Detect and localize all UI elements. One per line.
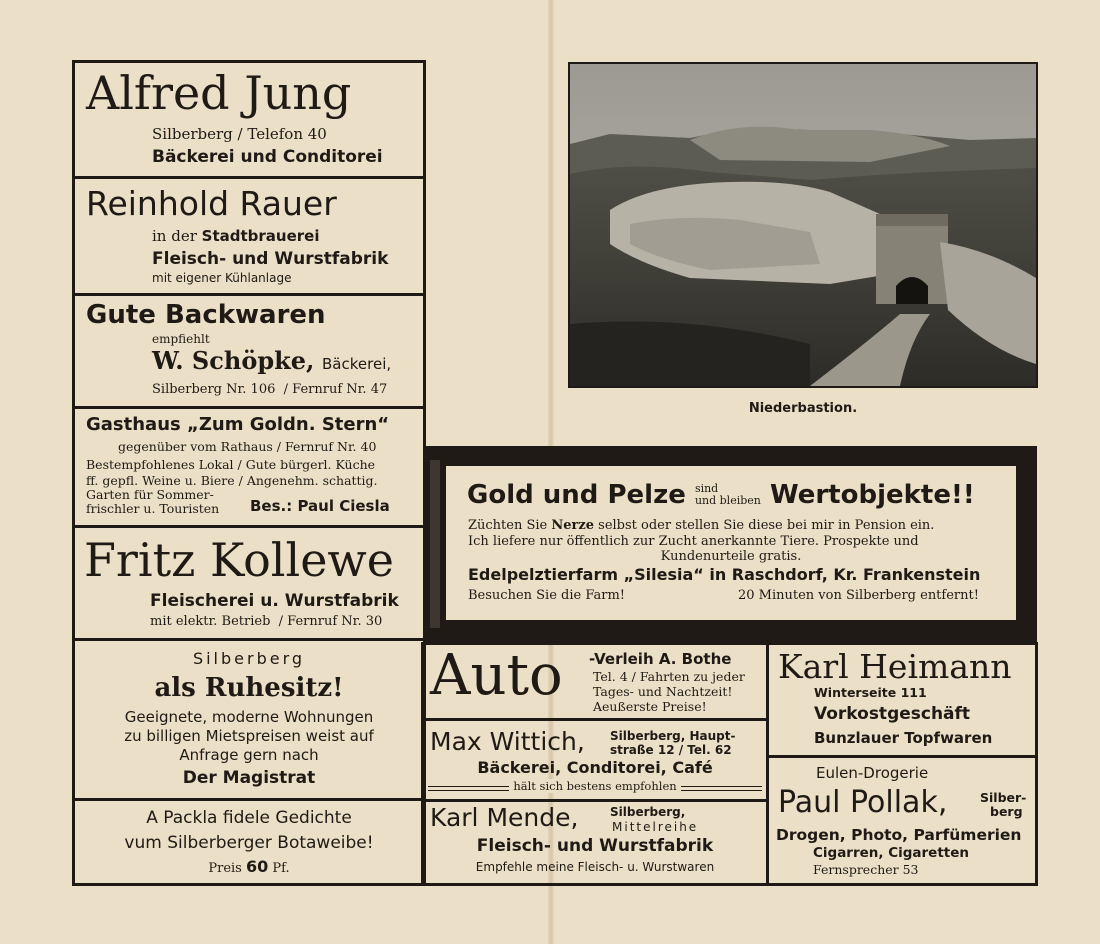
ad-line: Kundenurteile gratis. xyxy=(660,549,802,564)
ad-line: hält sich bestens empfohlen xyxy=(424,781,766,793)
ad-line: Empfehle meine Fleisch- u. Wurstwaren xyxy=(475,860,715,874)
ad-line: -Verleih A. Bothe xyxy=(589,650,732,668)
ad-line: Silberberg xyxy=(192,649,306,668)
advertiser-name: Alfred Jung xyxy=(86,66,352,120)
ad-line: Ich liefere nur öffentlich zur Zucht anerkannte Tiere. Prospekte und xyxy=(468,534,919,549)
ad-line: Bestempfohlenes Lokal / Gute bürgerl. Küche xyxy=(86,457,376,472)
advertiser-name: Paul Pollak, xyxy=(778,785,948,820)
advertiser-name: Fritz Kollewe xyxy=(84,533,395,587)
ad-price: Preis 60 Pf. xyxy=(208,857,290,876)
ad-line: frischler u. Touristen xyxy=(86,501,220,516)
ad-owner: Bes.: Paul Ciesla xyxy=(250,497,390,515)
ad-line: mit eigener Kühlanlage xyxy=(152,271,292,285)
ad-line: Besuchen Sie die Farm! xyxy=(468,588,625,603)
ad-line: Drogen, Photo, Parfümerien xyxy=(776,826,1022,844)
advertiser-name: W. Schöpke, Bäckerei, xyxy=(152,346,392,375)
advertiser-name: Karl Heimann xyxy=(778,647,1012,686)
ad-line: Anfrage gern nach xyxy=(179,746,319,764)
photo-caption: Niederbastion. xyxy=(748,401,858,416)
divider xyxy=(75,525,423,528)
divider xyxy=(75,293,423,296)
ad-headline: Gute Backwaren xyxy=(86,300,326,330)
ad-line: Edelpelztierfarm „Silesia“ in Raschdorf, Kr. Frankenstein xyxy=(468,565,981,584)
advertiser-name: Reinhold Rauer xyxy=(86,184,337,223)
ad-line: Bäckerei, Conditorei, Café xyxy=(477,758,713,777)
ad-line: Fleisch- und Wurstfabrik xyxy=(152,249,389,269)
ad-line: in der Stadtbrauerei xyxy=(152,227,320,245)
divider xyxy=(75,638,423,641)
ad-line: Cigarren, Cigaretten xyxy=(813,845,970,861)
ad-line: Silberberg, xyxy=(610,805,686,819)
advertiser-name: Gasthaus „Zum Goldn. Stern“ xyxy=(86,414,390,435)
ad-line: Silber- xyxy=(980,790,1027,805)
ad-line: vum Silberberger Botaweibe! xyxy=(124,833,374,853)
ad-line: empfiehlt xyxy=(152,332,210,346)
ad-line: Fernsprecher 53 xyxy=(813,862,919,877)
ad-line: ff. gepfl. Weine u. Biere / Angenehm. schattig. xyxy=(86,473,378,488)
ad-line: 20 Minuten von Silberberg entfernt! xyxy=(738,588,979,603)
divider xyxy=(75,798,423,801)
photo-illustration xyxy=(570,64,1036,386)
ad-line: Eulen-Drogerie xyxy=(816,764,929,782)
ad-line: Vorkostgeschäft xyxy=(814,704,971,724)
ad-line: Silberberg Nr. 106 / Fernruf Nr. 47 xyxy=(152,382,388,397)
ad-line: Silberberg / Telefon 40 xyxy=(152,125,327,143)
ad-line: Fleisch- und Wurstfabrik xyxy=(476,836,714,856)
divider xyxy=(424,799,766,802)
ad-line: Bunzlauer Topfwaren xyxy=(814,729,993,747)
ad-line: Silberberg, Haupt- xyxy=(610,729,736,743)
ad-line: mit elektr. Betrieb / Fernruf Nr. 30 xyxy=(150,614,383,629)
ad-line: Tages- und Nachtzeit! xyxy=(593,684,733,699)
niederbastion-photo xyxy=(568,62,1038,388)
ad-line: Geeignete, moderne Wohnungen xyxy=(124,708,374,726)
divider xyxy=(75,176,423,179)
advertiser-name: Karl Mende, xyxy=(430,803,579,832)
divider xyxy=(766,645,769,883)
ad-line: Aeußerste Preise! xyxy=(593,699,707,714)
ad-headline: als Ruhesitz! xyxy=(154,673,344,703)
ad-line: gegenüber vom Rathaus / Fernruf Nr. 40 xyxy=(118,439,377,454)
ad-line: Garten für Sommer- xyxy=(86,487,214,502)
ad-line: berg xyxy=(990,804,1023,819)
ad-line: Mittelreihe xyxy=(612,820,699,834)
ad-line: Der Magistrat xyxy=(182,768,316,788)
border-texture xyxy=(430,460,440,628)
ad-line: straße 12 / Tel. 62 xyxy=(610,743,732,757)
ad-headline: Auto xyxy=(430,643,563,708)
divider xyxy=(424,718,766,721)
ad-line: Tel. 4 / Fahrten zu jeder xyxy=(593,669,745,684)
ad-line: Winterseite 111 xyxy=(814,685,927,700)
ad-headline: Gold und Pelze sind und bleiben Wertobjekte!! xyxy=(467,480,975,510)
ad-line: Fleischerei u. Wurstfabrik xyxy=(150,591,399,611)
ad-line: zu billigen Mietspreisen weist auf xyxy=(124,727,374,745)
divider xyxy=(769,755,1035,758)
advertiser-name: Max Wittich, xyxy=(430,727,585,756)
divider xyxy=(75,406,423,409)
ad-line: A Packla fidele Gedichte xyxy=(146,808,352,828)
ad-line: Züchten Sie Nerze selbst oder stellen Sie diese bei mir in Pension ein. xyxy=(468,518,935,533)
ad-line: Bäckerei und Conditorei xyxy=(152,147,383,167)
